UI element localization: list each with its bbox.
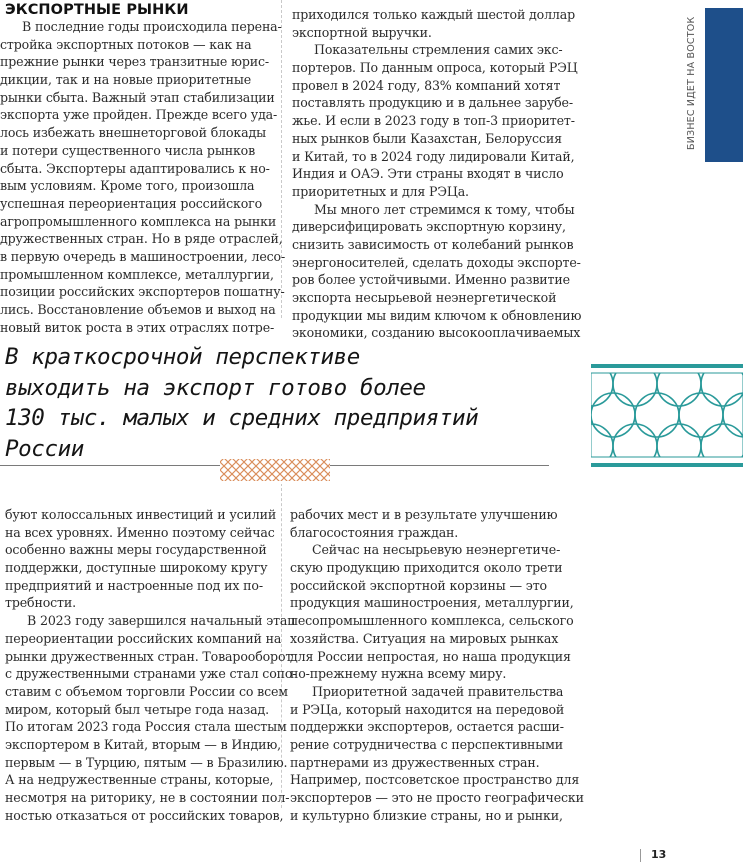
text-line: Индия и ОАЭ. Эти страны входят в число: [292, 166, 564, 182]
text-line: прежние рынки через транзитные юрис-: [0, 54, 270, 70]
text-line: партнерами из дружественных стран.: [290, 754, 540, 770]
text-line: сбыта. Экспортеры адаптировались к но-: [0, 160, 270, 176]
text-line: рынки дружественных стран. Товарооборот: [5, 648, 293, 664]
text-line: ностью отказаться от российских товаров,: [5, 807, 284, 823]
text-line: позиции российских экспортеров пошатну-: [0, 284, 285, 300]
section-color-tab: [705, 8, 743, 162]
text-line: По итогам 2023 года Россия стала шестым: [5, 719, 287, 735]
text-line: диверсифицировать экспортную корзину,: [292, 219, 566, 235]
text-line: Приоритетной задачей правительства: [312, 683, 564, 699]
orange-ornament: [220, 458, 330, 484]
column-divider: [281, 0, 282, 318]
text-line: агропромышленного комплекса на рынки: [0, 213, 277, 229]
text-line: скую продукцию приходится около трети: [290, 560, 563, 576]
pull-quote-line: России: [5, 435, 84, 462]
running-section-title: БИЗНЕС ИДЕТ НА ВОСТОК: [686, 16, 697, 150]
pull-quote-line: В краткосрочной перспективе: [5, 344, 360, 370]
text-line: поддержки экспортеров, остается расши-: [290, 719, 564, 735]
text-line: с дружественными странами уже стал сопо-: [5, 666, 297, 682]
text-line: дружественных стран. Но в ряде отраслей,: [0, 231, 283, 247]
text-line: промышленном комплексе, металлургии,: [0, 266, 274, 282]
text-line: экспортером в Китай, вторым — в Индию,: [5, 736, 281, 752]
page-number: 13: [651, 848, 667, 861]
text-line: приходился только каждый шестой доллар: [292, 7, 576, 22]
text-column-1: [0, 18, 286, 336]
text-line: поставлять продукцию и в дальнее зарубе-: [292, 95, 573, 111]
text-line: рабочих мест и в результате улучшению: [290, 507, 558, 522]
text-line: хозяйства. Ситуация на мировых рынках: [290, 630, 559, 646]
text-line: рение сотрудничества с перспективными: [290, 736, 564, 752]
text-line: рынки сбыта. Важный этап стабилизации: [0, 89, 275, 105]
text-line: экономики, созданию высокооплачиваемых: [292, 325, 581, 341]
text-line: и культурно близкие страны, но и рынки,: [290, 807, 563, 823]
text-line: ных рынков были Казахстан, Белоруссия: [292, 130, 562, 146]
text-line: успешная переориентация российского: [0, 195, 263, 211]
text-line: Показательны стремления самих экс-: [314, 42, 563, 58]
text-line: Мы много лет стремимся к тому, чтобы: [314, 201, 575, 217]
text-line: в первую очередь в машиностроении, лесо-: [0, 248, 286, 264]
text-line: экспортной выручки.: [292, 24, 432, 40]
pull-quote-line: выходить на экспорт готово более: [5, 374, 426, 401]
text-line: портеров. По данным опроса, который РЭЦ: [292, 60, 578, 76]
text-line: Сейчас на несырьевую неэнергетиче-: [312, 542, 561, 558]
text-line: экспорта уже пройден. Прежде всего уда-: [0, 107, 278, 123]
text-line: продукция машиностроения, металлургии,: [290, 595, 574, 611]
text-line: жье. И если в 2023 году в топ-3 приоритет-: [292, 113, 575, 129]
text-line: первым — в Турцию, пятым — в Бразилию.: [5, 754, 288, 770]
text-line: экспортеров — это не просто географически: [290, 790, 584, 805]
text-line: предприятий и настроенные под их по-: [5, 577, 263, 593]
text-line: стройка экспортных потоков — как на: [0, 36, 252, 52]
teal-circle-pattern: [591, 364, 743, 467]
section-heading: ЭКСПОРТНЫЕ РЫНКИ: [5, 2, 189, 18]
text-line: и Китай, то в 2024 году лидировали Китай,: [292, 148, 575, 164]
text-column-3: [5, 506, 297, 824]
footer-separator: [640, 849, 641, 862]
text-line: лесопромышленного комплекса, сельского: [290, 613, 574, 629]
text-line: вым условиям. Кроме того, произошла: [0, 178, 255, 194]
text-line: миром, который был четыре года назад.: [5, 701, 269, 717]
text-line: поддержки, доступные широкому кругу: [5, 560, 268, 576]
text-line: новый виток роста в этих отраслях потре-: [0, 319, 275, 335]
text-line: переориентации российских компаний на: [5, 630, 282, 646]
text-line: и РЭЦа, который находится на передовой: [290, 701, 565, 717]
text-line: В 2023 году завершился начальный этап: [27, 613, 296, 629]
text-line: А на недружественные страны, которые,: [5, 772, 274, 788]
text-line: несмотря на риторику, не в состоянии пол-: [5, 790, 290, 805]
text-line: приоритетных и для РЭЦа.: [292, 183, 469, 199]
text-line: энергоносителей, сделать доходы экспорте-: [292, 254, 581, 270]
text-line: лось избежать внешнеторговой блокады: [0, 125, 266, 141]
text-column-4: [290, 506, 584, 824]
text-line: на всех уровнях. Именно поэтому сейчас: [5, 524, 275, 540]
text-line: благосостояния граждан.: [290, 524, 459, 540]
text-line: ставим с объемом торговли России со всем: [5, 683, 288, 699]
text-line: российской экспортной корзины — это: [290, 577, 547, 593]
text-line: по-прежнему нужна всему миру.: [290, 666, 507, 682]
pull-quote: [5, 342, 565, 464]
pull-quote-line: 130 тыс. малых и средних предприятий: [5, 405, 479, 431]
text-line: и потери существенного числа рынков: [0, 142, 256, 158]
text-line: требности.: [5, 595, 76, 611]
text-line: экспорта несырьевой неэнергетической: [292, 290, 557, 305]
text-line: В последние годы происходила перена-: [22, 19, 282, 34]
text-line: Например, постсоветское пространство для: [290, 772, 580, 788]
text-column-2: [292, 6, 582, 342]
text-line: дикции, так и на новые приоритетные: [0, 72, 252, 88]
text-line: провел в 2024 году, 83% компаний хотят: [292, 77, 561, 93]
text-line: лись. Восстановление объемов и выход на: [0, 302, 276, 317]
text-line: снизить зависимость от колебаний рынков: [292, 236, 574, 252]
text-line: особенно важны меры государственной: [5, 542, 267, 558]
text-line: буют колоссальных инвестиций и усилий: [5, 507, 277, 522]
text-line: ров более устойчивыми. Именно развитие: [292, 272, 570, 288]
text-line: для России непростая, но наша продукция: [290, 648, 571, 664]
text-line: продукции мы видим ключом к обновлению: [292, 307, 582, 323]
